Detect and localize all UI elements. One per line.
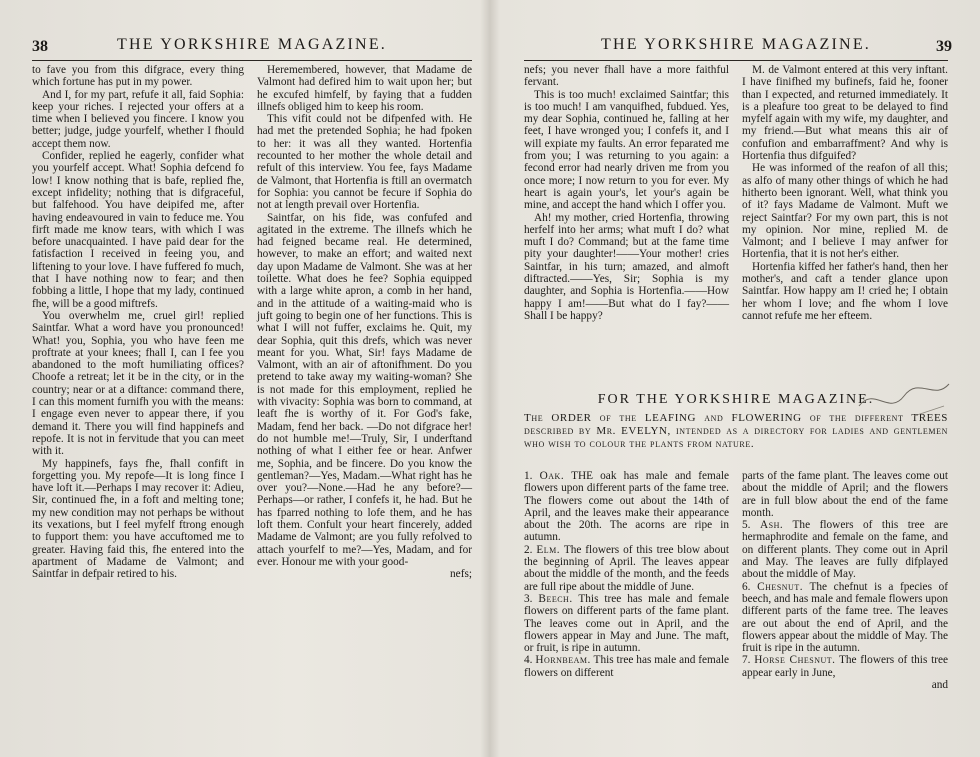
tree-entry <box>524 544 729 593</box>
section-subtitle: The ORDER of the LEAFING and FLOWERING of the different TREES described by Mr. EVELYN, intended as a directory for ladies and gentlemen who wish to colour the plants from nature. <box>524 412 948 450</box>
left-page <box>32 0 472 757</box>
entry-name: Hornbeam. <box>535 654 591 667</box>
paragraph: This is too much! exclaimed Saintfar; this is too much! I am vanquifhed, fubdued. Yes, my dear Sophia, continued he, falling at her feet, I have wronged you; I confefs it, and I will expiate my faults. An error feparated me from you; I was returning to you again: a fecond error had nearly driven me from you once more; I now return to you for ever. My heart is again your's, let your's again be mine, and accept the hand which I offer you. <box>524 88 729 212</box>
entry-name: Horse Chesnut. <box>754 654 836 667</box>
catchword: and <box>931 679 948 692</box>
ink-scribble-icon <box>854 376 954 426</box>
entry-number: 3. <box>524 592 533 605</box>
entry-text: The chefnut is a fpecies of beech, and has male and female flowers upon different parts of the fame tree. The leaves are out about the end of April, and the flowers appear about the middle of May. The fruit is ripe in the autumn. <box>742 580 949 655</box>
entry-text: The flowers of this tree are hermaphrodite and female on the fame, and on different plants. They come out in April and May. The leaves are fully difplayed about the middle of May. <box>742 519 948 581</box>
tree-entry <box>742 654 948 679</box>
tree-entry <box>742 519 948 580</box>
entry-text: This tree has male and female flowers on different parts of the fame plant. The leaves come out in April, and the flowers appear in May and June. The maft, or fruit, is ripe in autumn. <box>524 592 729 655</box>
paragraph: Hortenfia kiffed her father's hand, then her mother's, and caft a tender glance upon Saintfar. How happy am I! cried he; I obtain her whom I love; and fhe whom I love cannot refufe me her efteem. <box>742 260 948 322</box>
tree-entry <box>524 470 729 544</box>
paragraph: Confider, replied he eagerly, confider what you yourfelf accept. What! Sophia defcend fo low! I know nothing that is bafe, replied fhe, except infidelity; nothing that is difgraceful, but falfehood. You have deipifed me, after having endeavoured in vain to feduce me. You firft made me know tears, with which I was before unacquainted. I have paid dear for the fatisfaction I received in feeing you, and liftening to your love. I have fuffered fo much, that I have nothing now to fear; and then fobbing a little, I hope that my lady, continued fhe, will be a good miftrefs. <box>32 150 244 310</box>
page-number: 39 <box>936 38 952 55</box>
entry-name: Ash. <box>760 519 784 532</box>
paragraph: You overwhelm me, cruel girl! replied Saintfar. What a word have you pronounced! What! you, Sophia, you who have feen me proftrate at your knees; fhall I, can I fee you abandoned to the moft humiliating offices? Choofe a retreat; let it be in the city, or in the country; near or at a diftance: command there, I can this moment furnifh you with the means: I engage even never to appear there, if you demand it. There you will find happinefs and repofe. It is not in fervitude that you can meet with it. <box>32 309 244 458</box>
paragraph: to fave you from this difgrace, every thing which fortune has put in my power. <box>32 64 244 89</box>
entry-text: THE oak has male and female flowers upon different parts of the fame tree. The flowers come out about the 14th of April, and the leaves make their appearance about the 20th. The acorns are ripe in autumn. <box>524 470 729 544</box>
text-column-1 <box>32 64 244 580</box>
section-title: FOR THE YORKSHIRE MAGAZINE. <box>597 392 875 407</box>
page-number: 38 <box>32 38 48 55</box>
entry-number: 5. <box>742 519 751 532</box>
running-head: THE YORKSHIRE MAGAZINE. <box>601 36 871 53</box>
entry-number: 1. <box>524 470 533 482</box>
text-column-1 <box>524 64 729 322</box>
entry-number: 2. <box>524 543 533 556</box>
tree-entries-column-2 <box>742 470 948 691</box>
paragraph: M. de Valmont entered at this very inftant. I have finifhed my bufinefs, faid he, fooner than I expected, and returned immediately. It is a pleafure too great to be delayed to find myfelf again with my wife, my daughter, and my friend.—But what means this air of confufion and embarraffment? And why is Hortenfia thus difguifed? <box>742 64 948 163</box>
entry-text: The flowers of this tree blow about the beginning of April. The leaves appear about the middle of the month, and the feeds are full ripe about the middle of June. <box>524 543 730 593</box>
entry-name: Chesnut. <box>757 580 804 593</box>
entry-text: The flowers of this tree appear early in June, <box>742 654 948 679</box>
paragraph: He was informed of the reafon of all this; as alfo of many other things of which he had hitherto been ignorant. Well, what think you of it? fays Madame de Valmont. Muft we reject Saintfar? For my own part, this is not my opinion. Nor mine, replied M. de Valmont; and I believe I may anfwer for Hortenfia, that it is not her's either. <box>742 162 948 261</box>
tree-entry <box>524 654 729 679</box>
entry-number: 7. <box>742 654 751 667</box>
right-page <box>524 0 952 757</box>
paragraph: Heremembered, however, that Madame de Valmont had defired him to wait upon her; but he excufed himfelf, by faying that a fudden illnefs obliged him to keep his room. <box>257 64 472 113</box>
paragraph: Ah! my mother, cried Hortenfia, throwing herfelf into her arms; what muft I do? what muft I do? Command; but at the fame time pity your daughter!——Your mother! cries Saintfar, in his turn; amazed, and almoft diftracted.——Yes, Sir; Sophia is my daughter, and Sophia is Hortenfia.——How happy I am!——But what do I fay?——Shall I be happy? <box>524 211 729 322</box>
tree-entries-column-1 <box>524 470 729 679</box>
tree-entry <box>742 581 948 655</box>
paragraph: nefs; you never fhall have a more faithful fervant. <box>524 64 729 89</box>
paragraph: This vifit could not be difpenfed with. He had met the pretended Sophia; he had fpoken to her: it was all they wanted. Hortenfia recounted to her mother the whole detail and refult of this interview. You fee, fays Madame de Valmont, that Hortenfia is ftill an overmatch for Sophia: you cannot be fecure if Sophia do not at length prevail over Hortenfia. <box>257 113 472 212</box>
tree-entry <box>524 593 729 654</box>
entry-name: Oak. <box>539 470 565 482</box>
entry-text: parts of the fame plant. The leaves come out about the middle of April; and the flowers are in full blow about the end of the fame month. <box>742 470 948 519</box>
paragraph: And I, for my part, refufe it all, faid Sophia: keep your riches. I rejected your offers at a time when I believed you fincere. I know you better; judge, judge yourfelf, whether I fhould accept them now. <box>32 88 244 150</box>
entry-name: Elm. <box>536 543 561 556</box>
entry-number: 6. <box>742 580 751 593</box>
header-rule <box>524 60 948 61</box>
tree-entry <box>742 470 948 519</box>
header-rule <box>32 60 472 61</box>
paragraph: My happinefs, fays fhe, fhall confift in forgetting you. My repofe—It is long fince I have loft it.—Perhaps I may recover it: Adieu, Sir, continued fhe, in a foft and melting tone; my new condition may not perhaps be without its vexations, but I feel myfelf ftrong enough to fupport them: you have accuftomed me to greater. Having faid this, fhe entered into the apartment of Madame de Valmont; and Saintfar in defpair retired to his. <box>32 457 244 581</box>
entry-text: This tree has male and female flowers on different <box>524 654 729 679</box>
catchword: nefs; <box>450 568 472 581</box>
text-column-2 <box>257 64 472 580</box>
running-head: THE YORKSHIRE MAGAZINE. <box>117 36 387 53</box>
entry-name: Beech. <box>538 592 573 605</box>
paragraph: Saintfar, on his fide, was confufed and agitated in the extreme. The illnefs which he had feigned became real. He determined, however, to make an effort; and waited next day upon Madame de Valmont. She was at her toilette. What does he fee? Sophia equipped with a large white apron, a comb in her hand, and in the attitude of a waiting-maid who is juft going to begin one of her functions. This is what I will not fuffer, exclaims he. Quit, my dear Sophia, quit this drefs, which was never meant for you. What, Sir! fays Madame de Valmont, with an air of aftonifhment. Do you pretend to take away my waiting-woman? She is not made for this employment, replied he with vivacity: Sophia was born to command, at leaft fhe is worthy of it. For God's fake, Madam, fend her back. —Do not difgrace her! do not humble me!—Truly, Sir, I underftand nothing of what I either fee or hear. Anfwer me, Sophia, and be fincere. Do you know the gentleman?—Yes, Madam.—What right has he over you?—None.—Had he any before?—Perhaps—or rather, I confefs it, he had. But he has fparred nothing to lofe them, and he has loft them. Confult your heart fincerely, added Madame de Valmont; are you fully refolved to attach yourfelf to me?—Yes, Madam, and for ever. Honour me with your good- <box>257 211 472 568</box>
entry-number: 4. <box>524 654 533 667</box>
text-column-2 <box>742 64 948 322</box>
